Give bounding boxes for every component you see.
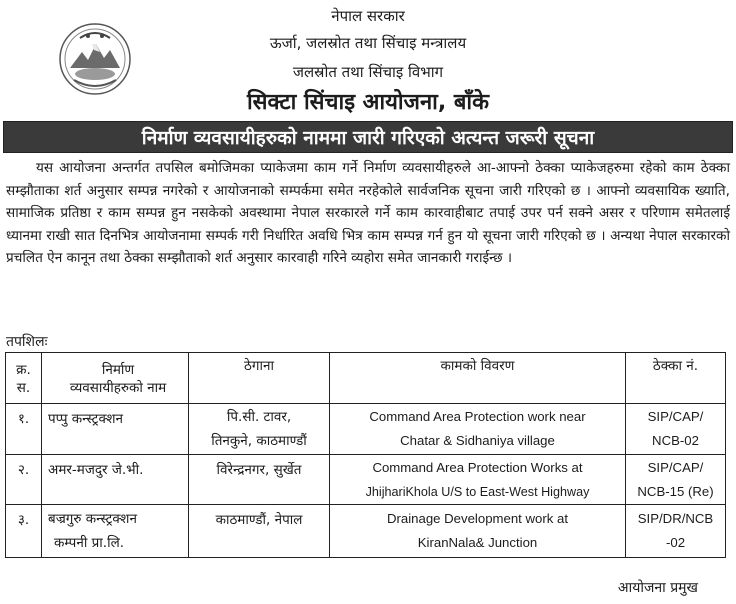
row-description: Command Area Protection work near Chatar & Sidhaniya village <box>330 404 626 455</box>
row-contractor-name: पप्पु कन्स्ट्रक्शन <box>42 404 189 455</box>
row-contract-no: SIP/CAP/ NCB-02 <box>626 404 726 455</box>
details-label: तपशिलः <box>6 334 48 350</box>
header-ministry: ऊर्जा, जलस्रोत तथा सिंचाइ मन्त्रालय <box>269 34 467 52</box>
row-address: काठमाण्डौं, नेपाल <box>189 505 330 558</box>
table-row <box>6 404 726 455</box>
row-contractor-name: बज्रगुरु कन्स्ट्रक्शन कम्पनी प्रा.लि. <box>42 505 189 558</box>
header-address: ठेगाना <box>189 353 330 404</box>
row-serial: ३. <box>6 505 42 558</box>
row-address: पि.सी. टावर, तिनकुने, काठमाण्डौं <box>189 404 330 455</box>
header-serial: क्र. स. <box>6 353 42 404</box>
header-contractor-name: निर्माण व्यवसायीहरुको नाम <box>42 353 189 404</box>
contractor-table <box>5 352 726 558</box>
header-department: जलस्रोत तथा सिंचाइ विभाग <box>292 63 444 81</box>
table-row <box>6 505 726 558</box>
notice-title-banner: निर्माण व्यवसायीहरुको नाममा जारी गरिएको अत्यन्त जरूरी सूचना <box>3 121 733 153</box>
header-project: सिक्टा सिंचाइ आयोजना, बाँके <box>246 90 490 115</box>
row-serial: २. <box>6 455 42 505</box>
header-description: कामको विवरण <box>330 353 626 404</box>
header-contract-no: ठेक्का नं. <box>626 353 726 404</box>
table-header-row <box>6 353 726 404</box>
row-contract-no: SIP/CAP/ NCB-15 (Re) <box>626 455 726 505</box>
row-serial: १. <box>6 404 42 455</box>
row-address: विरेन्द्रनगर, सुर्खेत <box>189 455 330 505</box>
notice-body: यस आयोजना अन्तर्गत तपसिल बमोजिमका प्याकेजमा काम गर्ने निर्माण व्यवसायीहरुले आ-आफ्नो ठेक्का प्याकेजहरुमा रहेको काम ठेक्का सम्झौताका शर्त अनुसार सम्पन्न नगरेको र आयोजनाको सम्पर्कमा समेत नरहेकोले सार्वजनिक सूचना जारी गरिएको छ । आफ्नो व्यवसायिक ख्याति, सामाजिक प्रतिष्ठा र काम सम्पन्न हुन नसकेको अवस्थामा नेपाल सरकारले गर्ने काम कारवाहीबाट तपाई उपर पर्न सक्ने असर र परिणाम समेतलाई ध्यानमा राखी सात दिनभित्र आयोजनामा सम्पर्क गरी निर्धारित अवधि भित्र काम सम्पन्न गर्न हुन यो सूचना जारी गरिएको छ । अन्यथा नेपाल सरकारको प्रचलित ऐन कानून तथा ठेक्का सम्झौताको शर्त अनुसार कारवाही गरिने व्यहोरा समेत जानकारी गराईन्छ । <box>6 160 730 267</box>
row-contract-no: SIP/DR/NCB -02 <box>626 505 726 558</box>
table-row <box>6 455 726 505</box>
row-contractor-name: अमर-मजदुर जे.भी. <box>42 455 189 505</box>
header-government: नेपाल सरकार <box>331 7 405 25</box>
row-description: Drainage Development work at KiranNala& Junction <box>330 505 626 558</box>
row-description: Command Area Protection Works at JhijhariKhola U/S to East-West Highway <box>330 455 626 505</box>
signature-title: आयोजना प्रमुख <box>617 580 698 596</box>
